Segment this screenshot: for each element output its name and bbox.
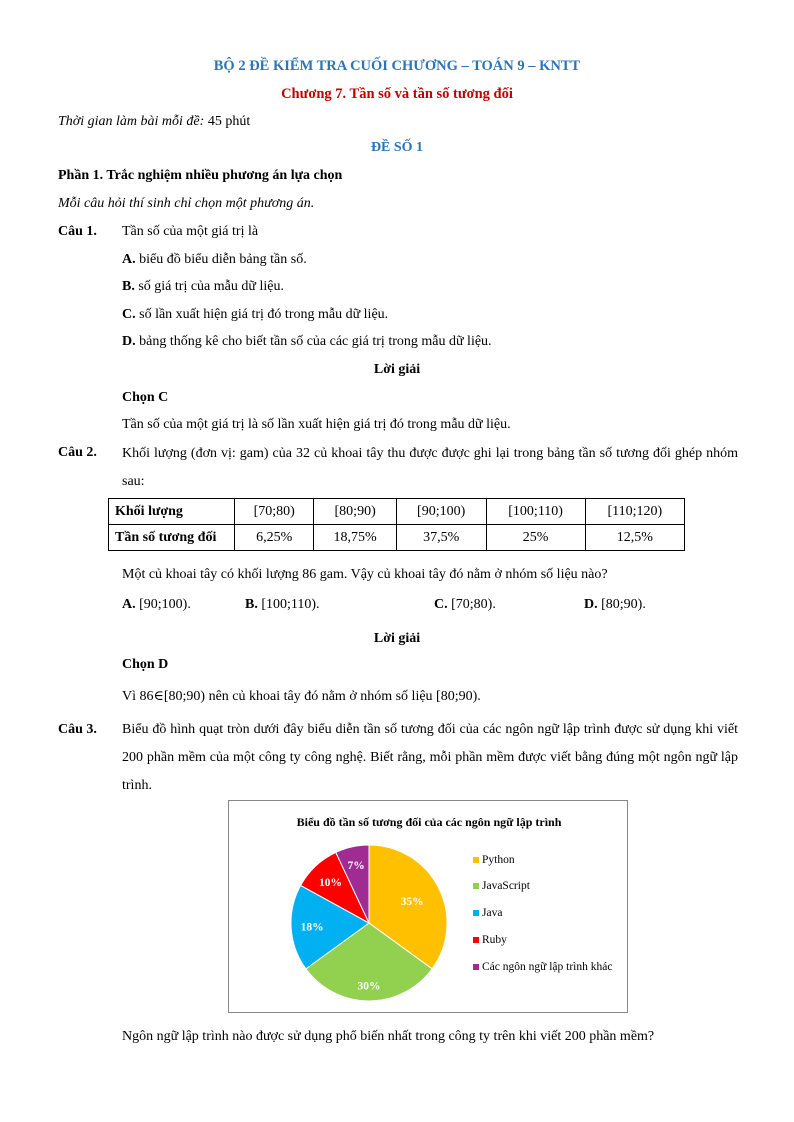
question-3-label: Câu 3. [58,722,97,737]
table-row [109,499,685,525]
q1-option-b: B. số giá trị của mẫu dữ liệu. [122,279,284,294]
legend-item [482,879,622,894]
slice-label-2: 30% [357,980,381,993]
chapter-title: Chương 7. Tần số và tần số tương đối [281,86,513,102]
legend-item [482,933,622,948]
table-cell: [110;120) [585,499,684,525]
legend-swatch [473,964,479,970]
table-cell: 18,75% [314,525,396,551]
document-title: BỘ 2 ĐỀ KIỂM TRA CUỐI CHƯƠNG – TOÁN 9 – KNTT [213,58,581,74]
q1-solution-title: Lời giải [373,362,421,377]
part-title: Phần 1. Trắc nghiệm nhiều phương án lựa chọn [58,168,343,183]
question-2-label: Câu 2. [58,445,97,460]
legend-label: Python [482,854,515,866]
pie-chart [228,800,628,1013]
table-cell: [100;110) [486,499,585,525]
slice-label-1: 35% [400,896,424,909]
question-2-text: Khối lượng (đơn vị: gam) của 32 củ khoai tây thu được được ghi lại trong bảng tần số tương đối ghép nhóm sau: [122,446,738,489]
table-cell: 12,5% [585,525,684,551]
table-cell: [80;90) [314,499,396,525]
legend-swatch [473,937,479,943]
time-value: 45 phút [207,114,251,129]
slice-label-4: 10% [319,877,343,890]
q2-question: Một củ khoai tây có khối lượng 86 gam. Vậy củ khoai tây đó nằm ở nhóm số liệu nào? [122,567,608,582]
slice-label-3: 18% [300,921,324,934]
pie-chart-svg [229,801,479,1014]
time-label: Thời gian làm bài mỗi đề: [58,114,205,129]
q1-option-d: D. bảng thống kê cho biết tần số của các giá trị trong mẫu dữ liệu. [122,334,492,349]
table-cell: 37,5% [396,525,486,551]
table-cell: [90;100) [396,499,486,525]
question-1-text: Tần số của một giá trị là [122,224,259,239]
question-3-text: Biểu đồ hình quạt tròn dưới đây biểu diễn tần số tương đối của các ngôn ngữ lập trình được sử dụng khi viết 200 phần mềm của một công ty công nghệ. Biết rằng, mỗi phần mềm được viết bằng đúng một ngôn ngữ lập trình. [122,722,738,793]
q2-option-b: B. [100;110). [245,597,320,612]
legend-label: Các ngôn ngữ lập trình khác [482,961,613,973]
q3-question: Ngôn ngữ lập trình nào được sử dụng phổ biến nhất trong công ty trên khi viết 200 phần mềm? [122,1029,655,1044]
q2-option-d: D. [80;90). [584,597,646,612]
table-header-cell: Khối lượng [109,499,235,525]
legend-item [482,906,622,921]
frequency-table [108,498,685,551]
legend-label: Java [482,907,503,919]
exam-label: ĐỀ SỐ 1 [370,140,424,155]
part-note: Mỗi câu hỏi thí sinh chỉ chọn một phương án. [58,196,315,211]
q2-explanation: Vì 86∈[80;90) nên củ khoai tây đó nằm ở nhóm số liệu [80;90). [122,689,481,704]
legend-item [482,853,622,868]
table-row [109,525,685,551]
table-cell: 6,25% [235,525,314,551]
slice-label-5: 7% [347,860,365,873]
q1-option-a: A. biểu đồ biểu diễn bảng tần số. [122,252,307,267]
legend-item [482,960,622,975]
legend-label: Ruby [482,934,507,946]
chart-title: Biểu đồ tần số tương đối của các ngôn ngữ lập trình [296,815,562,829]
q1-explanation: Tần số của một giá trị là số lần xuất hiện giá trị đó trong mẫu dữ liệu. [122,417,511,432]
legend-swatch [473,883,479,889]
table-cell: 25% [486,525,585,551]
q2-option-a: A. [90;100). [122,597,191,612]
table-header-cell: Tần số tương đối [109,525,235,551]
legend-label: JavaScript [482,880,530,892]
q1-option-c: C. số lần xuất hiện giá trị đó trong mẫu dữ liệu. [122,307,389,322]
question-1-label: Câu 1. [58,224,97,239]
q2-option-c: C. [70;80). [434,597,496,612]
q2-answer: Chọn D [122,657,169,672]
time-info [58,114,250,130]
q2-solution-title: Lời giải [373,631,421,646]
table-cell: [70;80) [235,499,314,525]
q1-answer: Chọn C [122,390,169,405]
legend-swatch [473,910,479,916]
legend-swatch [473,857,479,863]
